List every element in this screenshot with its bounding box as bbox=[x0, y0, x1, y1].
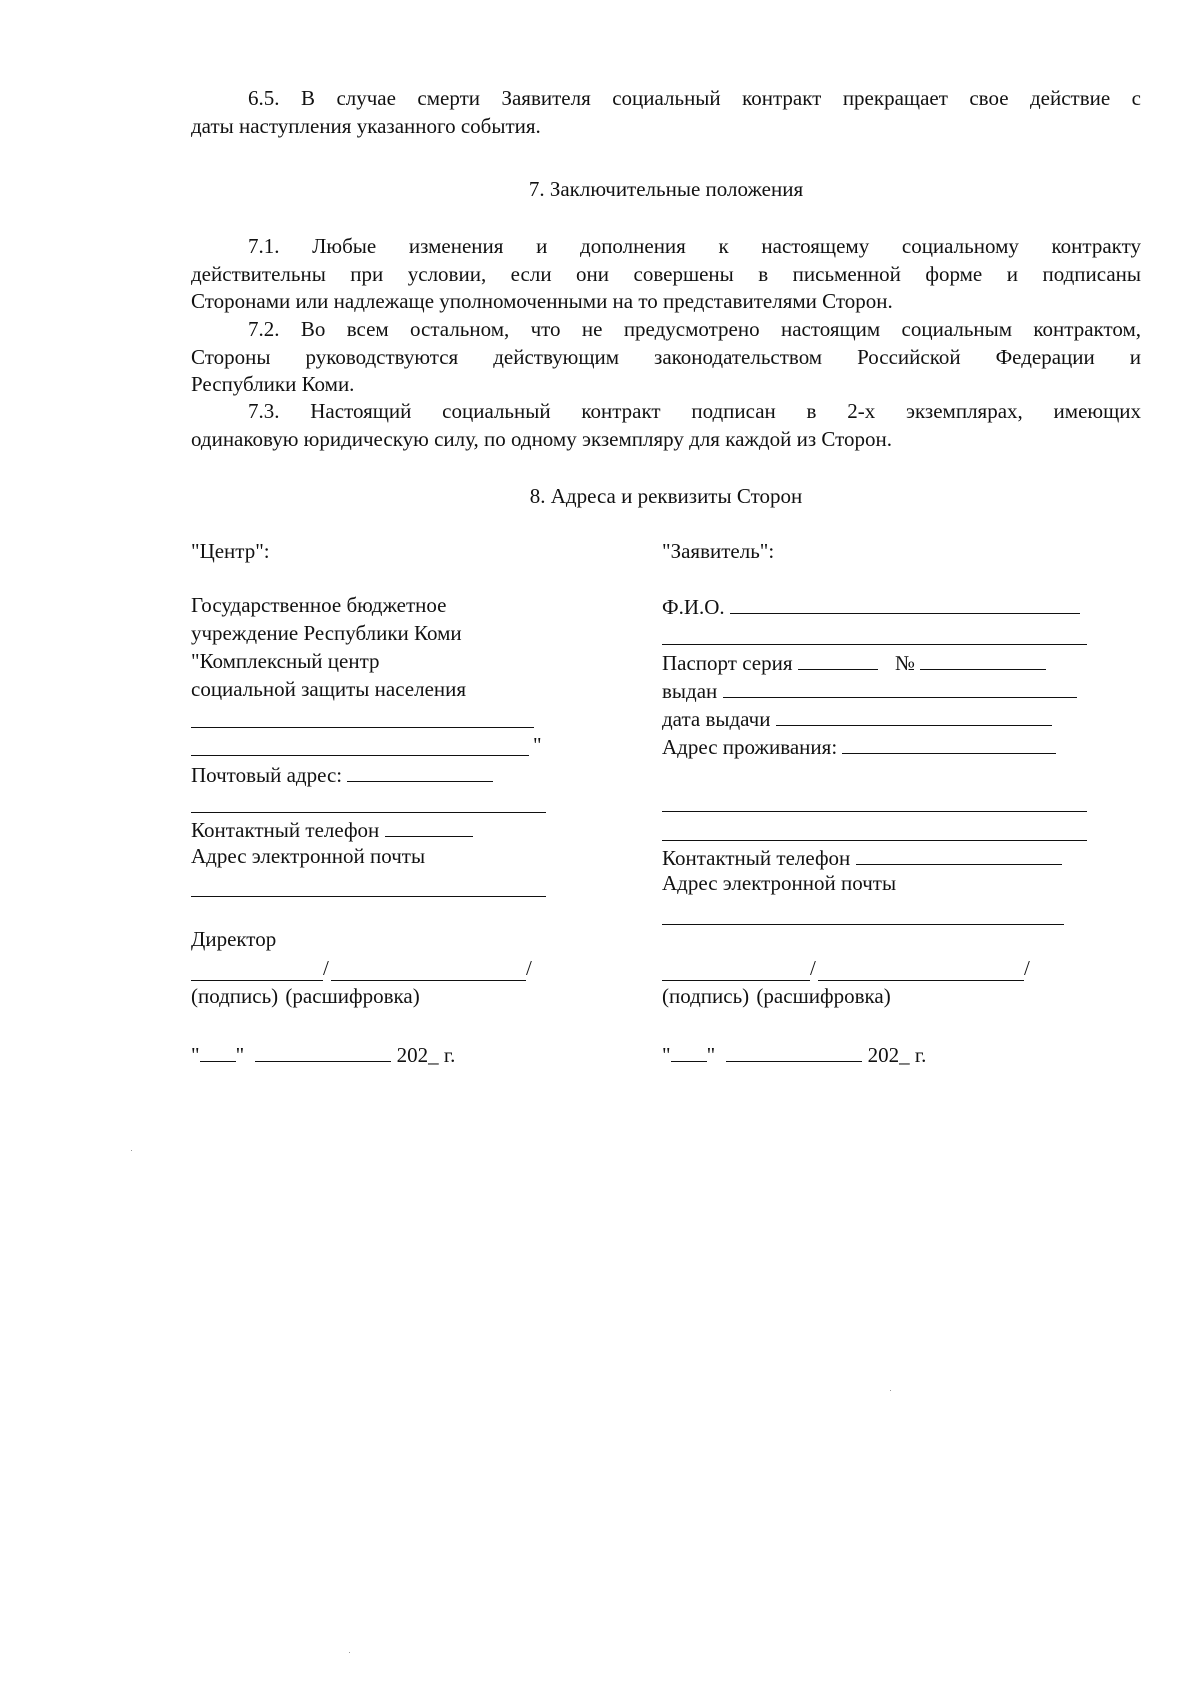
center-org-line-3: "Комплексный центр bbox=[191, 649, 380, 673]
paragraph-7-2-line-3: Республики Коми. bbox=[191, 372, 355, 396]
center-date-year: 202_ г. bbox=[396, 1043, 456, 1067]
applicant-date-day-blank bbox=[671, 1040, 707, 1062]
applicant-date-open-quote: " bbox=[662, 1043, 671, 1067]
center-signature-caption: (подпись) (расшифровка) bbox=[191, 984, 420, 1008]
center-date-month-blank bbox=[255, 1040, 391, 1062]
applicant-residence-blank-2 bbox=[662, 811, 1087, 812]
applicant-issue-date-label: дата выдачи bbox=[662, 707, 771, 731]
applicant-residence bbox=[662, 732, 1056, 761]
applicant-passport-number-blank bbox=[920, 648, 1046, 670]
scan-speck bbox=[131, 1150, 132, 1151]
applicant-date bbox=[662, 1040, 926, 1069]
scan-speck bbox=[349, 1652, 350, 1653]
center-date-day-blank bbox=[200, 1040, 236, 1062]
applicant-passport-series-label: Паспорт серия bbox=[662, 651, 793, 675]
applicant-fio-blank bbox=[730, 592, 1080, 614]
paragraph-6-5 bbox=[191, 85, 1141, 140]
applicant-residence-blank bbox=[842, 732, 1056, 754]
applicant-date-close-quote: " bbox=[706, 1043, 716, 1067]
applicant-issued bbox=[662, 676, 1077, 705]
applicant-issued-blank bbox=[723, 676, 1077, 698]
center-closing-quote: " bbox=[533, 733, 542, 757]
center-date-open-quote: " bbox=[191, 1043, 200, 1067]
applicant-residence-label: Адрес проживания: bbox=[662, 735, 838, 759]
center-org-line-1: Государственное бюджетное bbox=[191, 593, 447, 617]
center-label: "Центр": bbox=[191, 539, 270, 563]
center-phone bbox=[191, 815, 473, 844]
center-name-blank-2 bbox=[191, 755, 529, 756]
applicant-issue-date bbox=[662, 704, 1052, 733]
applicant-transcript-blank bbox=[818, 980, 1024, 981]
paragraph-7-1-line-1: 7.1. Любые изменения и дополнения к настоящему социальному контракту bbox=[248, 234, 1141, 258]
applicant-passport-number-label: № bbox=[895, 651, 916, 675]
applicant-email-label: Адрес электронной почты bbox=[662, 871, 897, 895]
center-postal-address-label: Почтовый адрес: bbox=[191, 763, 343, 787]
applicant-signature-blank bbox=[662, 980, 810, 981]
center-org-line-4: социальной защиты населения bbox=[191, 677, 467, 701]
center-date bbox=[191, 1040, 455, 1069]
center-director-label: Директор bbox=[191, 927, 277, 951]
applicant-fio-label: Ф.И.О. bbox=[662, 595, 725, 619]
center-email-label: Адрес электронной почты bbox=[191, 844, 426, 868]
center-postal-address-blank bbox=[347, 760, 493, 782]
applicant-signature-caption: (подпись) (расшифровка) bbox=[662, 984, 891, 1008]
paragraph-7-1-line-3: Сторонами или надлежаще уполномоченными на то представителями Сторон. bbox=[191, 289, 893, 313]
applicant-issue-date-blank bbox=[776, 704, 1052, 726]
center-date-close-quote: " bbox=[235, 1043, 245, 1067]
applicant-phone-blank bbox=[856, 843, 1062, 865]
center-postal-address bbox=[191, 760, 493, 789]
paragraph-7-1 bbox=[191, 233, 1141, 316]
applicant-passport-series-blank bbox=[798, 648, 878, 670]
applicant-date-month-blank bbox=[726, 1040, 862, 1062]
applicant-phone bbox=[662, 843, 1062, 872]
applicant-residence-blank-3 bbox=[662, 840, 1087, 841]
applicant-signature-slash-2: / bbox=[1024, 956, 1030, 980]
center-phone-blank bbox=[385, 815, 473, 837]
applicant-label: "Заявитель": bbox=[662, 539, 775, 563]
applicant-email-blank bbox=[662, 924, 1064, 925]
applicant-fio bbox=[662, 592, 1080, 621]
center-postal-address-blank-2 bbox=[191, 812, 546, 813]
paragraph-7-3 bbox=[191, 398, 1141, 453]
paragraph-7-2-line-2: Стороны руководствуются действующим законодательством Российской Федерации и bbox=[191, 344, 1141, 369]
center-email-blank bbox=[191, 896, 546, 897]
scan-speck bbox=[890, 1390, 891, 1391]
center-transcript-blank bbox=[331, 980, 526, 981]
center-org-line-2: учреждение Республики Коми bbox=[191, 621, 462, 645]
center-name-blank-1 bbox=[191, 727, 534, 728]
applicant-date-year: 202_ г. bbox=[867, 1043, 927, 1067]
center-signature-blank bbox=[191, 980, 323, 981]
paragraph-6-5-line-2: даты наступления указанного события. bbox=[191, 113, 541, 138]
applicant-signature-slash-1: / bbox=[810, 956, 816, 980]
section-8-title: 8. Адреса и реквизиты Сторон bbox=[529, 484, 803, 508]
applicant-fio-blank-2 bbox=[662, 644, 1087, 645]
applicant-phone-label: Контактный телефон bbox=[662, 846, 851, 870]
paragraph-7-1-line-2: действительны при условии, если они совершены в письменной форме и подписаны bbox=[191, 261, 1141, 286]
center-signature-slash-1: / bbox=[323, 956, 329, 980]
paragraph-6-5-line-1: 6.5. В случае смерти Заявителя социальный контракт прекращает свое действие с bbox=[248, 86, 1141, 110]
section-7-title: 7. Заключительные положения bbox=[528, 177, 804, 201]
paragraph-7-2-line-1: 7.2. Во всем остальном, что не предусмотрено настоящим социальным контрактом, bbox=[248, 317, 1141, 341]
applicant-passport bbox=[662, 648, 1046, 677]
center-signature-slash-2: / bbox=[526, 956, 532, 980]
paragraph-7-3-line-1: 7.3. Настоящий социальный контракт подписан в 2-х экземплярах, имеющих bbox=[248, 399, 1141, 423]
center-phone-label: Контактный телефон bbox=[191, 818, 380, 842]
applicant-issued-label: выдан bbox=[662, 679, 718, 703]
paragraph-7-3-line-2: одинаковую юридическую силу, по одному экземпляру для каждой из Сторон. bbox=[191, 426, 893, 451]
paragraph-7-2 bbox=[191, 316, 1141, 399]
